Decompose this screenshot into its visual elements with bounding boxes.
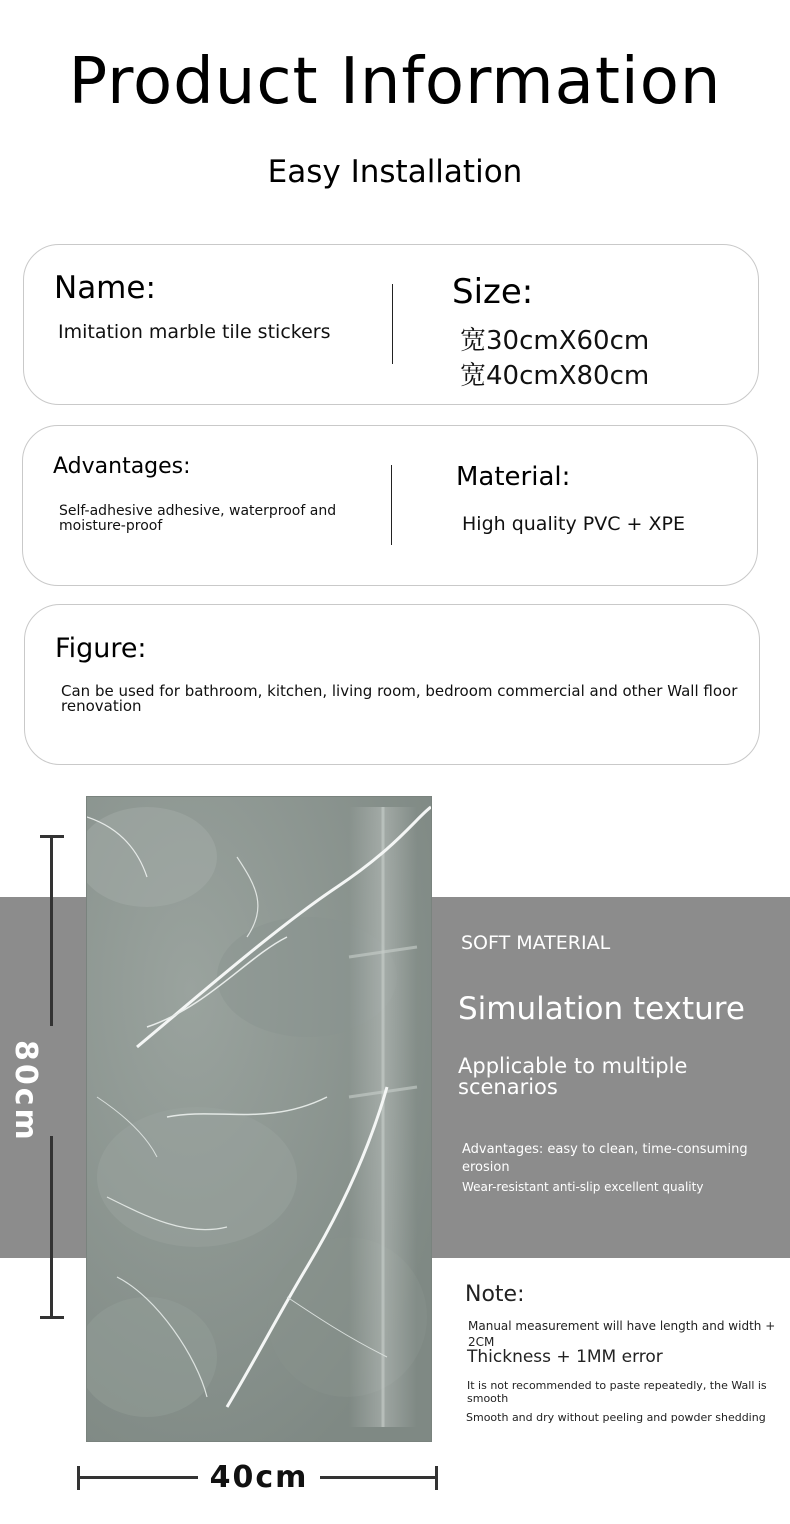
advantages-value: Self-adhesive adhesive, waterproof and moisture-proof <box>59 503 337 534</box>
note-title: Note: <box>465 1282 525 1307</box>
figure-label: Figure: <box>55 633 147 664</box>
card-divider <box>391 465 392 545</box>
simulation-texture-heading: Simulation texture <box>458 991 745 1027</box>
width-dimension-cap-left <box>77 1466 80 1490</box>
band-advantages-text: Advantages: easy to clean, time-consuming erosion <box>462 1142 748 1175</box>
page-subtitle: Easy Installation <box>267 154 523 190</box>
page-title: Product Information <box>68 45 722 119</box>
size-label: Size: <box>452 272 534 312</box>
height-dimension-cap-bottom <box>40 1316 64 1319</box>
material-label: Material: <box>456 462 571 492</box>
advantages-label: Advantages: <box>53 454 191 479</box>
height-dimension-label: 80cm <box>8 1040 43 1143</box>
name-label: Name: <box>54 270 156 306</box>
material-value: High quality PVC + XPE <box>462 513 685 535</box>
note-repeat-paste: It is not recommended to paste repeatedly, the Wall is smooth <box>467 1379 767 1405</box>
wear-resistant-text: Wear-resistant anti-slip excellent quality <box>462 1180 704 1194</box>
width-dimension-line-right <box>320 1476 438 1479</box>
card-divider <box>392 284 393 364</box>
marble-tile-image <box>87 797 431 1441</box>
size-value-1: 宽30cmX60cm <box>460 326 650 356</box>
applicable-scenarios-text: Applicable to multiple scenarios <box>458 1054 688 1099</box>
note-measurement: Manual measurement will have length and width + 2CM <box>468 1319 776 1349</box>
height-dimension-cap-top <box>40 835 64 838</box>
figure-value: Can be used for bathroom, kitchen, living room, bedroom commercial and other Wall floor renovation <box>61 682 738 715</box>
size-value-2: 宽40cmX80cm <box>460 361 650 391</box>
name-value: Imitation marble tile stickers <box>58 321 331 343</box>
soft-material-text: SOFT MATERIAL <box>461 932 611 954</box>
width-dimension-label: 40cm <box>209 1460 309 1495</box>
note-smooth-dry: Smooth and dry without peeling and powder shedding <box>466 1411 766 1424</box>
width-dimension-line-left <box>78 1476 198 1479</box>
note-thickness: Thickness + 1MM error <box>467 1347 663 1367</box>
height-dimension-gap <box>40 1026 64 1136</box>
width-dimension-cap-right <box>435 1466 438 1490</box>
